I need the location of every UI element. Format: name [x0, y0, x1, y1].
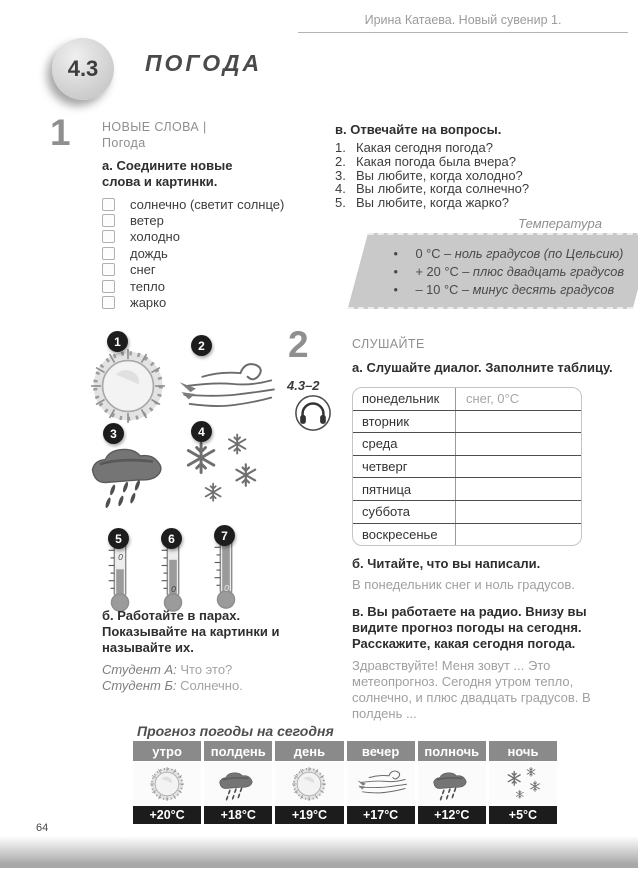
picture-number-badge: 2: [191, 335, 212, 356]
dialogue-line: [102, 662, 243, 678]
question-item: [335, 182, 529, 196]
temperature-value: – 10 °C –: [415, 282, 470, 297]
speaker-text: Что это?: [180, 662, 233, 677]
picture-snow: [177, 419, 263, 514]
question-text: Вы любите, когда жарко?: [356, 195, 510, 211]
word-row: [102, 262, 284, 278]
word-row: [102, 229, 284, 245]
temperature-description: ноль градусов (по Цельсию): [454, 246, 624, 261]
exercise2-task-b: б. Читайте, что вы написали.: [352, 556, 541, 571]
checkbox[interactable]: [102, 296, 115, 309]
table-row: [353, 433, 581, 456]
forecast-temperature: +17°C: [347, 806, 415, 824]
forecast-column: [489, 741, 557, 824]
exercise1-task-v: в. Отвечайте на вопросы.: [335, 122, 502, 137]
word-label: солнечно (светит солнце): [130, 196, 285, 212]
table-row: [353, 411, 581, 434]
speaker-label: Студент Б:: [102, 677, 177, 693]
dialogue-example: [102, 662, 243, 693]
forecast-time: вечер: [347, 741, 415, 761]
day-cell: среда: [353, 433, 456, 455]
word-row: [102, 245, 284, 261]
temperature-value: + 20 °C –: [415, 264, 470, 279]
dialogue-line: [102, 678, 243, 694]
forecast-temperature: +12°C: [418, 806, 486, 824]
speaker-label: Студент А:: [102, 662, 177, 677]
question-item: [335, 155, 529, 169]
temperature-item: [393, 263, 638, 281]
temperature-item: [393, 245, 638, 263]
word-row: [102, 212, 284, 228]
svg-text:0: 0: [224, 583, 229, 593]
sun-icon: [87, 345, 169, 427]
word-row: [102, 278, 284, 294]
table-row: [353, 501, 581, 524]
forecast-title: Прогноз погоды на сегодня: [137, 723, 334, 739]
question-number: 4.: [335, 181, 346, 197]
picture-number-badge: 3: [103, 423, 124, 444]
picture-number-badge: 6: [161, 528, 182, 549]
forecast-column: [418, 741, 486, 824]
day-cell: суббота: [353, 501, 456, 523]
picture-thermometer-1: [105, 528, 135, 618]
book-header: [298, 13, 628, 33]
forecast-icon-cell: [204, 762, 272, 805]
wind-icon: [355, 766, 407, 802]
forecast-icon-cell: [418, 762, 486, 805]
table-row: [353, 388, 581, 411]
picture-thermometer-3: [211, 525, 241, 615]
question-text: Какая сегодня погода?: [356, 140, 493, 155]
question-number: 2.: [335, 153, 346, 169]
forecast-icon-cell: [133, 762, 201, 805]
picture-rain: [85, 423, 177, 516]
checkbox[interactable]: [102, 280, 115, 293]
word-label: снег: [130, 262, 156, 278]
checkbox[interactable]: [102, 247, 115, 260]
word-label: ветер: [130, 213, 164, 229]
exercise2-task-b-example: В понедельник снег и ноль градусов.: [352, 577, 575, 592]
headphones-icon: [294, 394, 332, 432]
rain-icon: [430, 765, 474, 802]
temperature-box-content: [367, 235, 638, 299]
forecast-column: [275, 741, 343, 824]
exercise1-number: 1: [50, 112, 71, 153]
forecast-time: утро: [133, 741, 201, 761]
forecast-temperature: +5°C: [489, 806, 557, 824]
checkbox[interactable]: [102, 230, 115, 243]
day-cell: четверг: [353, 456, 456, 478]
snowflakes-icon: [503, 765, 543, 802]
section-badge: [52, 38, 114, 100]
word-label: холодно: [130, 229, 180, 245]
weather-cell: снег, 0°С: [466, 391, 520, 407]
checkbox[interactable]: [102, 214, 115, 227]
question-number: 3.: [335, 167, 346, 183]
audio-track-label: 4.3–2: [287, 378, 320, 393]
word-list: [102, 196, 284, 311]
exercise2-rubric: СЛУШАЙТЕ: [352, 337, 425, 351]
question-number: 5.: [335, 195, 346, 211]
snowflakes-icon: [177, 429, 263, 509]
temperature-value: 0 °C –: [415, 246, 452, 261]
word-row: [102, 294, 284, 310]
question-text: Какая погода была вчера?: [356, 153, 516, 169]
exercise1-task-a: а. Соедините новые слова и картинки.: [102, 158, 233, 189]
picture-number-badge: 1: [107, 331, 128, 352]
question-number: 1.: [335, 140, 346, 155]
question-text: Вы любите, когда солнечно?: [356, 181, 530, 197]
temperature-item: [393, 281, 638, 299]
picture-number-badge: 5: [108, 528, 129, 549]
temperature-description: плюс двадцать градусов: [472, 264, 625, 279]
forecast-time: полдень: [204, 741, 272, 761]
sun-icon: [290, 765, 328, 803]
forecast-time: ночь: [489, 741, 557, 761]
section-number: 4.3: [67, 56, 99, 81]
svg-text:0: 0: [171, 584, 176, 595]
sun-icon: [148, 765, 186, 803]
forecast-icon-cell: [347, 762, 415, 805]
table-row: [353, 478, 581, 501]
question-item: [335, 196, 529, 210]
rubric-subtitle: Погода: [102, 136, 146, 151]
day-cell: воскресенье: [353, 524, 456, 546]
word-row: [102, 196, 284, 212]
question-text: Вы любите, когда холодно?: [356, 167, 523, 183]
svg-text:0: 0: [118, 551, 123, 562]
checkbox[interactable]: [102, 263, 115, 276]
picture-sun: [87, 333, 169, 432]
word-label: жарко: [130, 295, 167, 311]
temperature-box: [348, 233, 638, 309]
word-label: дождь: [130, 245, 168, 261]
page-bottom-shadow: [0, 836, 638, 868]
day-cell: пятница: [353, 478, 456, 500]
question-list: [335, 141, 529, 210]
picture-thermometer-2: [158, 528, 188, 618]
picture-number-badge: 7: [214, 525, 235, 546]
speaker-text: Солнечно.: [180, 677, 243, 693]
forecast-temperature: +20°C: [133, 806, 201, 824]
forecast-temperature: +18°C: [204, 806, 272, 824]
picture-wind: [175, 333, 275, 428]
day-cell: понедельник: [353, 388, 456, 410]
forecast-icon-cell: [275, 762, 343, 805]
question-item: [335, 169, 529, 183]
forecast-temperature: +19°C: [275, 806, 343, 824]
forecast-icon-cell: [489, 762, 557, 805]
forecast-table: [133, 741, 557, 824]
listening-table: [352, 387, 582, 546]
checkbox[interactable]: [102, 198, 115, 211]
forecast-column: [204, 741, 272, 824]
temperature-box-title: Температура: [518, 216, 602, 231]
day-cell: вторник: [353, 411, 456, 433]
question-item: [335, 141, 529, 155]
rubric-title: НОВЫЕ СЛОВА |: [102, 120, 207, 134]
table-row: [353, 524, 581, 546]
word-label: тепло: [130, 278, 166, 294]
forecast-column: [133, 741, 201, 824]
table-row: [353, 456, 581, 479]
exercise1-rubric: [102, 119, 207, 152]
weather-pictures: [85, 325, 280, 603]
rain-icon: [216, 765, 260, 802]
wind-icon: [175, 355, 275, 423]
exercise2-number: 2: [288, 324, 309, 365]
forecast-time: полночь: [418, 741, 486, 761]
page-title: ПОГОДА: [145, 50, 263, 76]
forecast-column: [347, 741, 415, 824]
book-header-text: Ирина Катаева. Новый сувенир 1.: [364, 13, 562, 27]
exercise1-task-b: б. Работайте в парах. Показывайте на картинки и называйте их.: [102, 608, 280, 655]
forecast-time: день: [275, 741, 343, 761]
exercise2-task-v-example: Здравствуйте! Меня зовут ... Это метеопрогноз. Сегодня утром тепло, солнечно, и плюс двадцать градусов. В полдень ...: [352, 658, 591, 721]
picture-number-badge: 4: [191, 421, 212, 442]
temperature-description: минус десять градусов: [472, 282, 615, 297]
rain-icon: [85, 433, 177, 511]
exercise2-task-a: а. Слушайте диалог. Заполните таблицу.: [352, 360, 613, 375]
exercise2-task-v: в. Вы работаете на радио. Внизу вы видите прогноз погоды на сегодня. Расскажите, какая сегодня погода.: [352, 604, 587, 651]
page-number: 64: [36, 822, 49, 834]
